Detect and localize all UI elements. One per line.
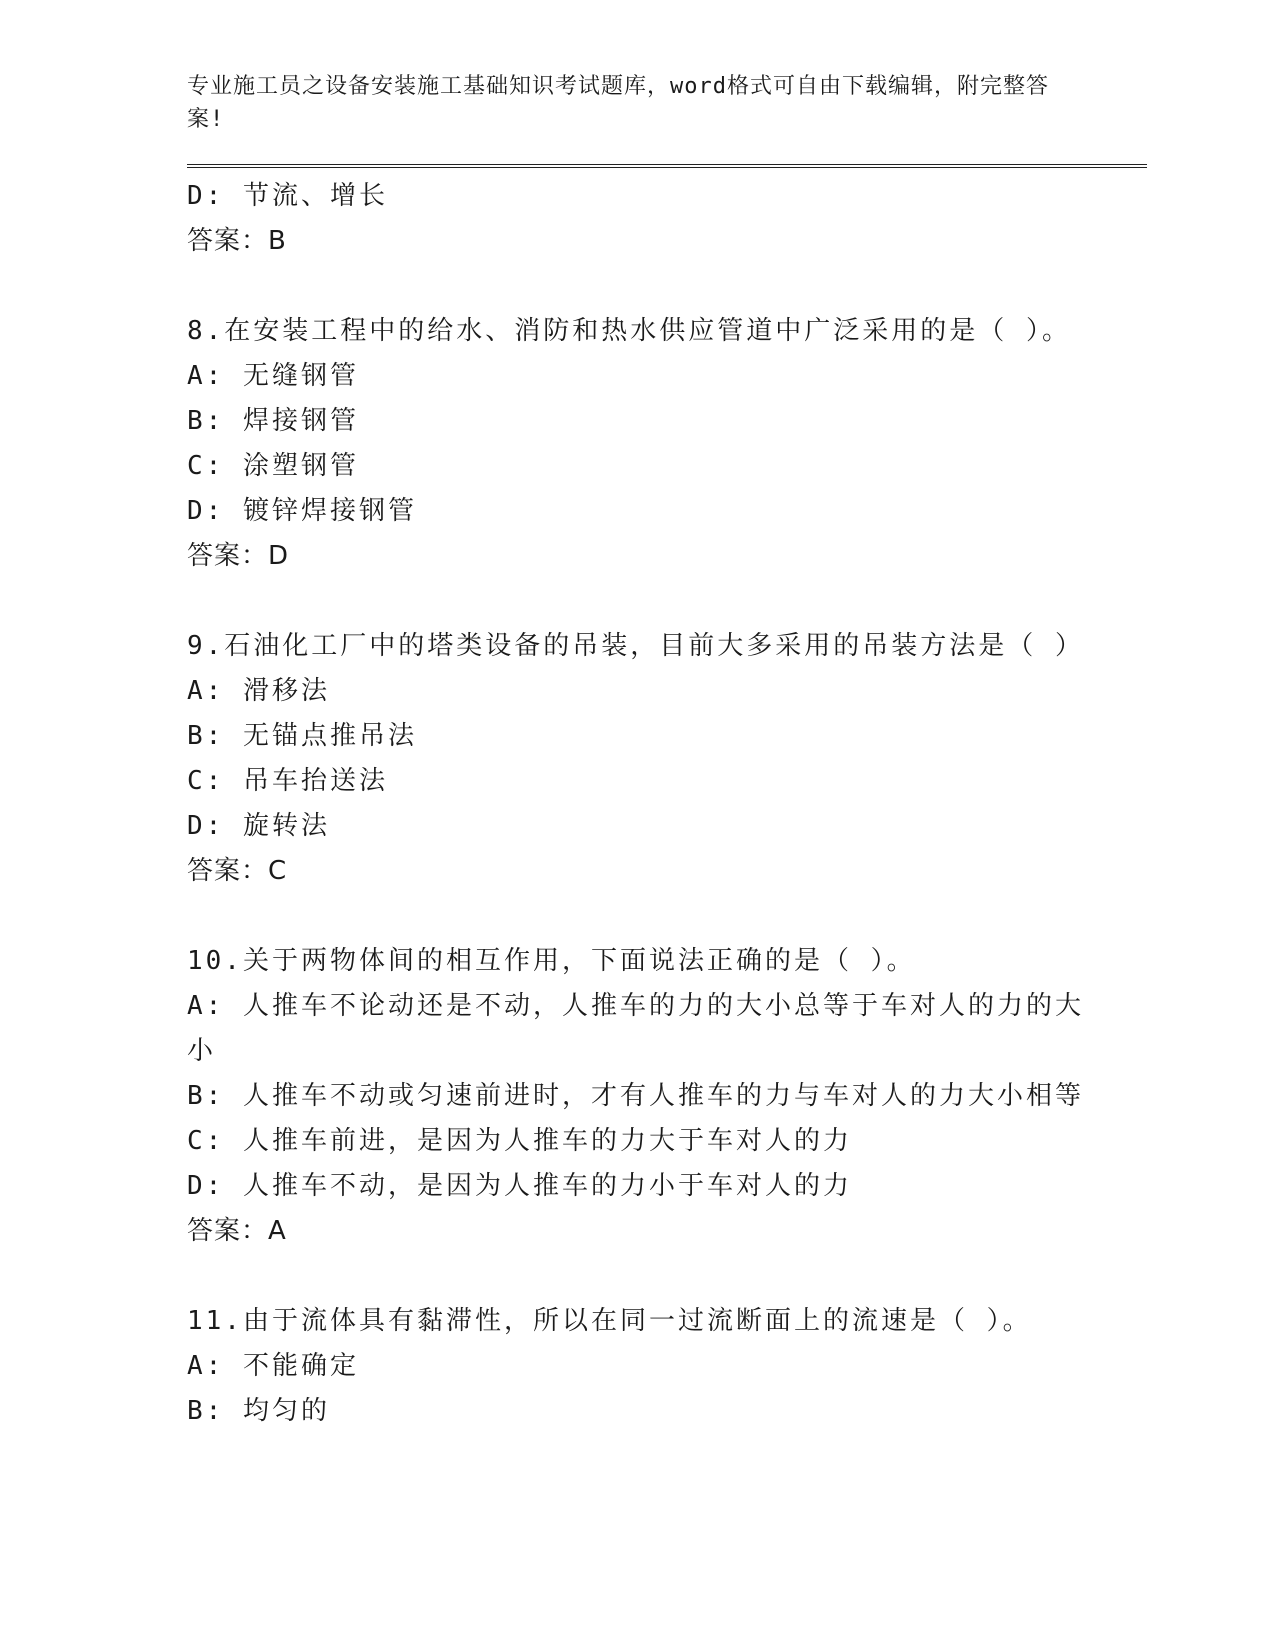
q10-option-a: A: 人推车不论动还是不动，人推车的力的大小总等于车对人的力的大小 (187, 991, 1084, 1066)
q7-option-d: D: 节流、增长 (187, 181, 388, 211)
spacer (187, 894, 1147, 939)
header-divider (187, 164, 1147, 168)
q9-option-d: D: 旋转法 (187, 811, 330, 841)
q8-option-c: C: 涂塑钢管 (187, 451, 359, 481)
document-page (187, 70, 1147, 1434)
q9-stem: 9.石油化工厂中的塔类设备的吊装，目前大多采用的吊装方法是（ ） (187, 631, 1084, 661)
q8-answer: 答案：D (187, 541, 290, 571)
q8-option-a: A: 无缝钢管 (187, 361, 359, 391)
q9-answer: 答案：C (187, 856, 288, 886)
q10-stem: 10.关于两物体间的相互作用，下面说法正确的是（ ）。 (187, 946, 916, 976)
spacer (187, 1254, 1147, 1299)
q9-option-b: B: 无锚点推吊法 (187, 721, 417, 751)
q11-stem: 11.由于流体具有黏滞性，所以在同一过流断面上的流速是（ ）。 (187, 1306, 1032, 1336)
q11-option-b: B: 均匀的 (187, 1396, 330, 1426)
q10-option-c: C: 人推车前进，是因为人推车的力大于车对人的力 (187, 1126, 852, 1156)
q11-option-a: A: 不能确定 (187, 1351, 359, 1381)
q9-option-c: C: 吊车抬送法 (187, 766, 388, 796)
spacer (187, 264, 1147, 309)
question-list (187, 174, 1147, 1434)
q8-option-b: B: 焊接钢管 (187, 406, 359, 436)
q9-option-a: A: 滑移法 (187, 676, 330, 706)
q8-stem: 8.在安装工程中的给水、消防和热水供应管道中广泛采用的是（ ）。 (187, 316, 1071, 346)
page-header: 专业施工员之设备安装施工基础知识考试题库，word格式可自由下载编辑，附完整答案! (187, 74, 1049, 132)
q10-option-d: D: 人推车不动，是因为人推车的力小于车对人的力 (187, 1171, 852, 1201)
q7-answer: 答案：B (187, 226, 287, 256)
spacer (187, 579, 1147, 624)
q8-option-d: D: 镀锌焊接钢管 (187, 496, 417, 526)
q10-answer: 答案：A (187, 1216, 287, 1246)
q10-option-b: B: 人推车不动或匀速前进时，才有人推车的力与车对人的力大小相等 (187, 1081, 1084, 1111)
